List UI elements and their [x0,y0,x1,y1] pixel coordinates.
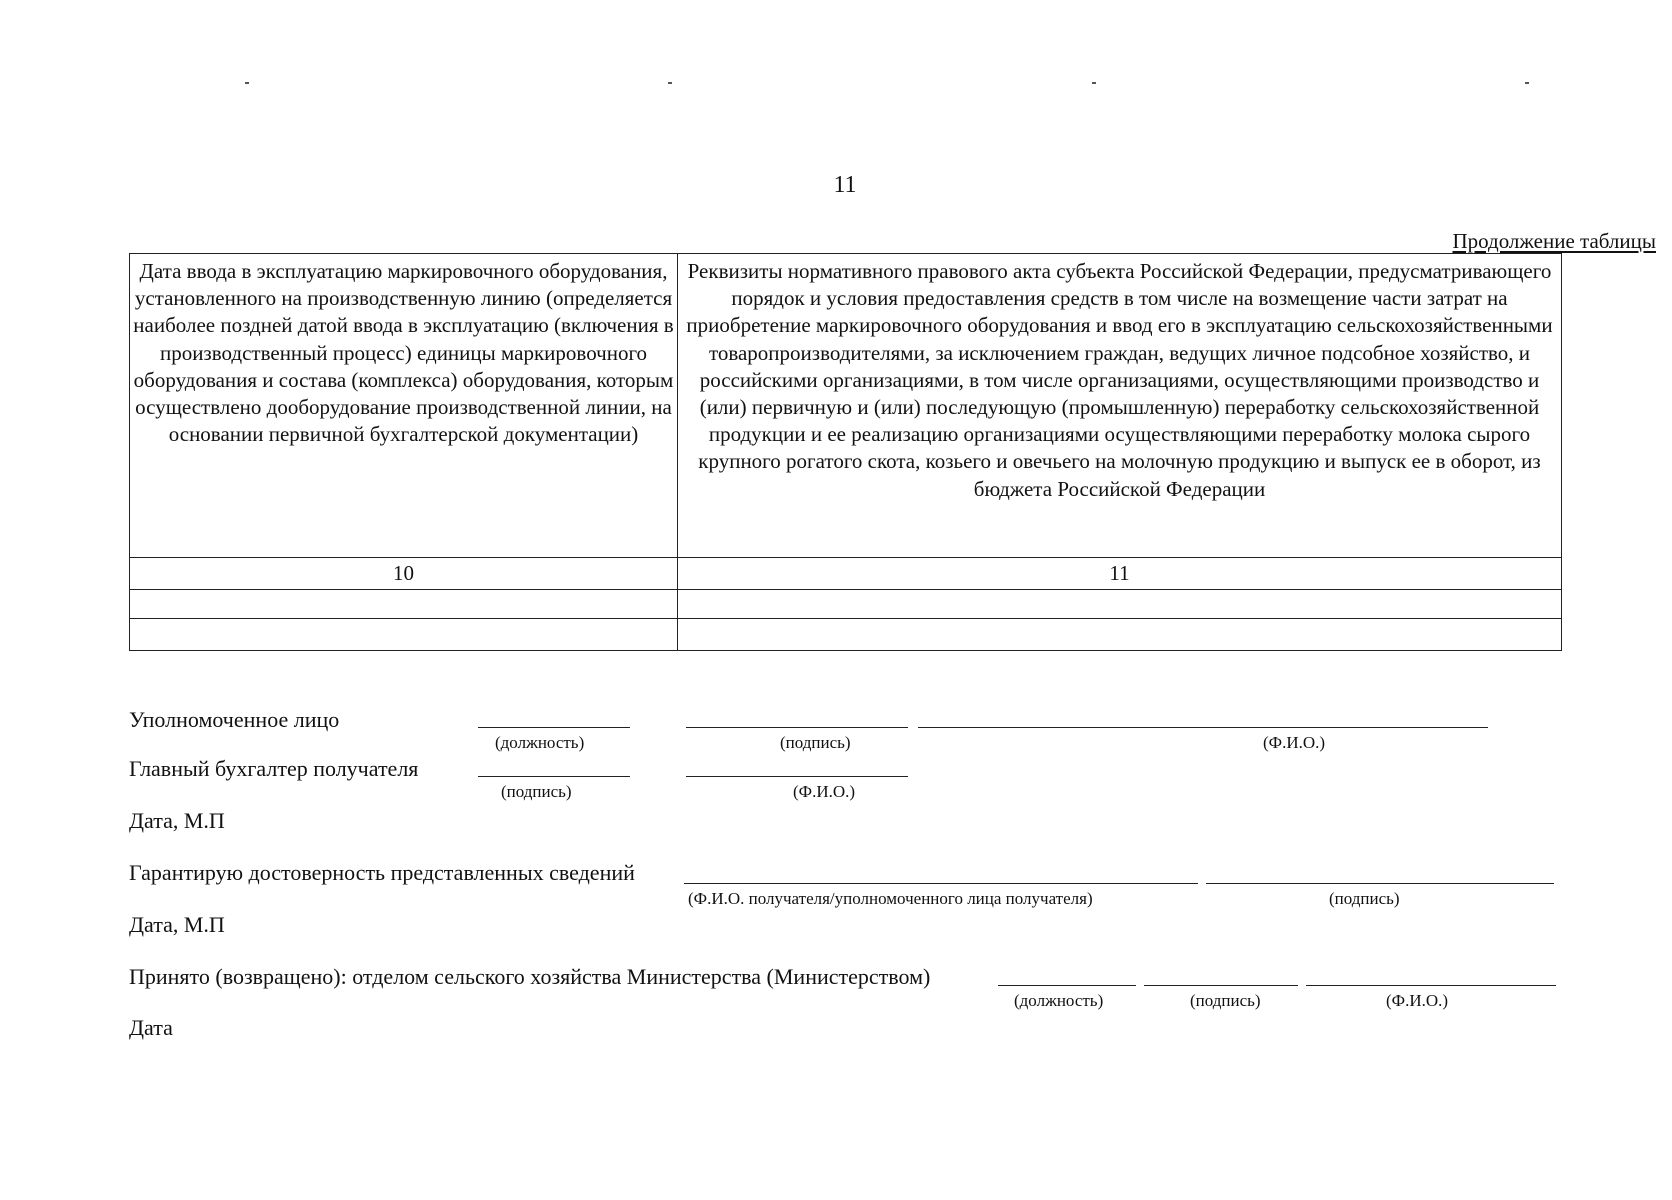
page-number: 11 [833,172,857,198]
guarantee-fullname-line[interactable] [684,883,1198,884]
authorized-signature-line[interactable] [686,727,908,728]
chief-accountant-signature-line[interactable] [478,776,630,777]
accepted-fullname-caption: (Ф.И.О.) [1386,991,1449,1010]
guarantee-signature-caption: (подпись) [1329,889,1400,908]
chief-accountant-fullname-line[interactable] [686,776,908,777]
date-label: Дата [129,1015,173,1040]
authorized-fullname-caption: (Ф.И.О.) [1263,733,1326,752]
table-row [130,619,1562,651]
scan-speck [668,82,672,84]
chief-accountant-fullname-caption: (Ф.И.О.) [793,782,856,801]
accepted-position-caption: (должность) [1014,991,1104,1010]
authorized-fullname-line[interactable] [918,727,1488,728]
column-number-10: 10 [130,558,678,590]
accepted-signature-line[interactable] [1144,985,1298,986]
authorized-person-label: Уполномоченное лицо [129,707,340,732]
date-stamp-label-1: Дата, М.П [129,808,225,833]
empty-cell[interactable] [678,619,1562,651]
authorized-signature-caption: (подпись) [780,733,851,752]
authorized-position-line[interactable] [478,727,630,728]
empty-cell[interactable] [678,590,1562,619]
accepted-label: Принято (возвращено): отделом сельского хозяйства Министерства (Министерством) [129,964,931,989]
column-number-11: 11 [678,558,1562,590]
table-row [130,590,1562,619]
continuation-table [129,253,1562,651]
scan-speck [1092,82,1096,84]
accepted-signature-caption: (подпись) [1190,991,1261,1010]
authorized-position-caption: (должность) [495,733,585,752]
table-header-row [130,254,1562,558]
guarantee-signature-line[interactable] [1206,883,1554,884]
empty-cell[interactable] [130,590,678,619]
column-number-row [130,558,1562,590]
empty-cell[interactable] [130,619,678,651]
accepted-position-line[interactable] [998,985,1136,986]
header-legal-act-details: Реквизиты нормативного правового акта субъекта Российской Федерации, предусматривающего порядок и условия предоставления средств в том числе на возмещение части затрат на приобретение маркировочного оборудования и ввод его в эксплуатацию сельскохозяйственными товаропроизводителями, за исключением граждан, ведущих личное подсобное хозяйство, и российскими организациями, в том числе организациями, осуществляющими производство и (или) первичную и (или) последующую (промышленную) переработку сельскохозяйственной продукции и ее реализацию организациями осуществляющими переработку молока сырого крупного рогатого скота, козьего и овечьего на молочную продукцию и выпуск ее в оборот, из бюджета Российской Федерации [678,254,1562,558]
guarantee-fullname-caption: (Ф.И.О. получателя/уполномоченного лица получателя) [688,889,1093,908]
accepted-fullname-line[interactable] [1306,985,1556,986]
date-stamp-label-2: Дата, М.П [129,912,225,937]
scan-speck [1525,82,1529,84]
chief-accountant-signature-caption: (подпись) [501,782,572,801]
scan-speck [245,82,249,84]
guarantee-label: Гарантирую достоверность представленных сведений [129,860,635,885]
table-continuation-note: Продолжение таблицы [1452,229,1656,253]
header-commissioning-date: Дата ввода в эксплуатацию маркировочного оборудования, установленного на производственную линию (определяется наиболее поздней датой ввода в эксплуатацию (включения в производственный процесс) единицы маркировочного оборудования и состава (комплекса) оборудования, которым осуществлено дооборудование производственной линии, на основании первичной бухгалтерской документации) [130,254,678,558]
chief-accountant-label: Главный бухгалтер получателя [129,756,419,781]
